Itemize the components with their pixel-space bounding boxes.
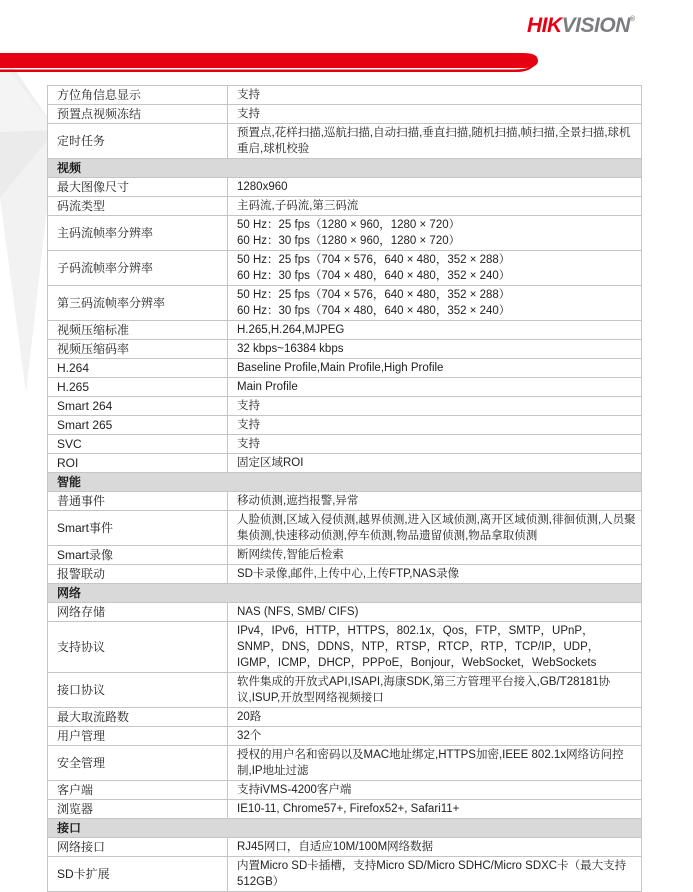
spec-label: 码流类型 — [48, 197, 228, 216]
spec-label: Smart 265 — [48, 416, 228, 435]
spec-row — [48, 603, 642, 622]
spec-value-line: 32个 — [237, 730, 262, 742]
spec-row — [48, 673, 642, 708]
spec-label: ROI — [48, 454, 228, 473]
spec-value-line: RJ45网口，自适应10M/100M网络数据 — [237, 841, 434, 853]
spec-value — [228, 378, 642, 397]
spec-label: 视频压缩码率 — [48, 340, 228, 359]
spec-label: 网络存储 — [48, 603, 228, 622]
spec-value — [228, 359, 642, 378]
spec-label: H.265 — [48, 378, 228, 397]
spec-value-line: 50 Hz：25 fps（1280 × 960，1280 × 720） — [237, 219, 461, 231]
spec-label: 子码流帧率分辨率 — [48, 251, 228, 286]
spec-value — [228, 622, 642, 673]
spec-value-line: IPv4，IPv6，HTTP，HTTPS，802.1x，Qos，FTP，SMTP，UPnP，SNMP，DNS，DDNS，NTP，RTSP，RTCP，RTP，TCP/IP，UDP，IGMP，ICMP，DHCP，PPPoE，Bonjour，WebSocket，WebSockets — [237, 625, 600, 669]
spec-value — [228, 746, 642, 781]
spec-value-line: 60 Hz：30 fps（1280 × 960，1280 × 720） — [237, 235, 461, 247]
spec-value-line: IE10-11, Chrome57+, Firefox52+, Safari11+ — [237, 803, 460, 815]
spec-value — [228, 251, 642, 286]
spec-value — [228, 857, 642, 892]
spec-label: 用户管理 — [48, 727, 228, 746]
spec-label: 普通事件 — [48, 492, 228, 511]
spec-label: 第三码流帧率分辨率 — [48, 286, 228, 321]
spec-row — [48, 321, 642, 340]
spec-value — [228, 105, 642, 124]
spec-value — [228, 800, 642, 819]
spec-value — [228, 286, 642, 321]
spec-row — [48, 197, 642, 216]
spec-value-line: 20路 — [237, 711, 262, 723]
section-label: 智能 — [48, 473, 642, 492]
spec-value-line: 固定区域ROI — [237, 457, 304, 469]
spec-label: 最大图像尺寸 — [48, 178, 228, 197]
logo-vision-text: VISION — [561, 14, 630, 37]
spec-row — [48, 492, 642, 511]
section-row — [48, 473, 642, 492]
spec-row — [48, 857, 642, 892]
spec-value — [228, 216, 642, 251]
spec-value — [228, 546, 642, 565]
spec-label: H.264 — [48, 359, 228, 378]
section-label: 网络 — [48, 584, 642, 603]
spec-value-line: 支持 — [237, 419, 260, 431]
spec-row — [48, 565, 642, 584]
spec-value — [228, 178, 642, 197]
spec-value-line: 支持 — [237, 89, 260, 101]
spec-row — [48, 511, 642, 546]
spec-value — [228, 781, 642, 800]
spec-value — [228, 416, 642, 435]
spec-value — [228, 124, 642, 159]
spec-value — [228, 321, 642, 340]
spec-row — [48, 251, 642, 286]
spec-label: 客户端 — [48, 781, 228, 800]
spec-value-line: 预置点,花样扫描,巡航扫描,自动扫描,垂直扫描,随机扫描,帧扫描,全景扫描,球机重启,球机校验 — [237, 127, 631, 155]
spec-value — [228, 435, 642, 454]
spec-row — [48, 781, 642, 800]
spec-label: 主码流帧率分辨率 — [48, 216, 228, 251]
section-label: 接口 — [48, 819, 642, 838]
spec-row — [48, 397, 642, 416]
spec-value — [228, 727, 642, 746]
spec-label: 最大取流路数 — [48, 708, 228, 727]
spec-value — [228, 673, 642, 708]
spec-value-line: 人脸侦测,区域入侵侦测,越界侦测,进入区域侦测,离开区域侦测,徘徊侦测,人员聚集侦测,快速移动侦测,停车侦测,物品遗留侦测,物品拿取侦测 — [237, 514, 636, 542]
spec-label: 网络接口 — [48, 838, 228, 857]
logo-registered-mark: ® — [629, 16, 635, 23]
spec-value-line: NAS (NFS, SMB/ CIFS) — [237, 606, 359, 618]
spec-value-line: 移动侦测,遮挡报警,异常 — [237, 495, 359, 507]
spec-label: 报警联动 — [48, 565, 228, 584]
spec-row — [48, 378, 642, 397]
spec-value — [228, 565, 642, 584]
spec-label: 安全管理 — [48, 746, 228, 781]
spec-row — [48, 546, 642, 565]
spec-value — [228, 86, 642, 105]
spec-value-line: 50 Hz：25 fps（704 × 576，640 × 480，352 × 288） — [237, 254, 511, 266]
spec-value-line: 内置Micro SD卡插槽，支持Micro SD/Micro SDHC/Micro SDXC卡（最大支持512GB） — [237, 860, 627, 888]
spec-label: SD卡扩展 — [48, 857, 228, 892]
spec-value-line: SD卡录像,邮件,上传中心,上传FTP,NAS录像 — [237, 568, 460, 580]
spec-label: 浏览器 — [48, 800, 228, 819]
spec-value — [228, 603, 642, 622]
spec-label: 方位角信息显示 — [48, 86, 228, 105]
spec-value-line: 60 Hz：30 fps（704 × 480，640 × 480，352 × 240） — [237, 270, 511, 282]
spec-label: 定时任务 — [48, 124, 228, 159]
spec-label: 视频压缩标准 — [48, 321, 228, 340]
red-swoosh-decoration — [0, 50, 560, 76]
spec-row — [48, 800, 642, 819]
spec-value-line: 50 Hz：25 fps（704 × 576，640 × 480，352 × 288） — [237, 289, 511, 301]
section-row — [48, 584, 642, 603]
spec-table-body — [48, 86, 642, 892]
spec-row — [48, 746, 642, 781]
spec-row — [48, 286, 642, 321]
spec-label: Smart录像 — [48, 546, 228, 565]
spec-label: 接口协议 — [48, 673, 228, 708]
spec-value — [228, 397, 642, 416]
spec-row — [48, 105, 642, 124]
section-row — [48, 819, 642, 838]
spec-label: Smart 264 — [48, 397, 228, 416]
spec-row — [48, 216, 642, 251]
spec-value — [228, 838, 642, 857]
spec-row — [48, 416, 642, 435]
spec-value — [228, 708, 642, 727]
logo-hik-text: HIK — [527, 14, 562, 37]
spec-row — [48, 359, 642, 378]
spec-value-line: 断网续传,智能后检索 — [237, 549, 344, 561]
spec-row — [48, 124, 642, 159]
spec-value-line: 32 kbps~16384 kbps — [237, 343, 344, 355]
spec-row — [48, 708, 642, 727]
hikvision-logo — [527, 14, 635, 38]
spec-row — [48, 178, 642, 197]
spec-row — [48, 838, 642, 857]
spec-label: 支持协议 — [48, 622, 228, 673]
spec-label: Smart事件 — [48, 511, 228, 546]
section-row — [48, 159, 642, 178]
spec-label: SVC — [48, 435, 228, 454]
spec-value-line: Main Profile — [237, 381, 298, 393]
spec-row — [48, 454, 642, 473]
spec-row — [48, 340, 642, 359]
spec-value — [228, 197, 642, 216]
spec-value-line: 支持 — [237, 438, 260, 450]
spec-label: 预置点视频冻结 — [48, 105, 228, 124]
spec-table — [47, 85, 642, 892]
spec-value — [228, 511, 642, 546]
spec-value-line: 1280x960 — [237, 181, 288, 193]
spec-value — [228, 492, 642, 511]
spec-value — [228, 340, 642, 359]
section-label: 视频 — [48, 159, 642, 178]
spec-row — [48, 727, 642, 746]
spec-row — [48, 86, 642, 105]
spec-value-line: 支持 — [237, 400, 260, 412]
spec-row — [48, 622, 642, 673]
spec-value — [228, 454, 642, 473]
spec-value-line: 授权的用户名和密码以及MAC地址绑定,HTTPS加密,IEEE 802.1x网络访问控制,IP地址过滤 — [237, 749, 624, 777]
spec-value-line: 支持 — [237, 108, 260, 120]
spec-value-line: Baseline Profile,Main Profile,High Profile — [237, 362, 444, 374]
spec-value-line: 支持iVMS-4200客户端 — [237, 784, 352, 796]
spec-value-line: H.265,H.264,MJPEG — [237, 324, 345, 336]
spec-value-line: 主码流,子码流,第三码流 — [237, 200, 359, 212]
spec-value-line: 软件集成的开放式API,ISAPI,海康SDK,第三方管理平台接入,GB/T28181协议,ISUP,开放型网络视频接口 — [237, 676, 611, 704]
spec-row — [48, 435, 642, 454]
spec-value-line: 60 Hz：30 fps（704 × 480，640 × 480，352 × 240） — [237, 305, 511, 317]
